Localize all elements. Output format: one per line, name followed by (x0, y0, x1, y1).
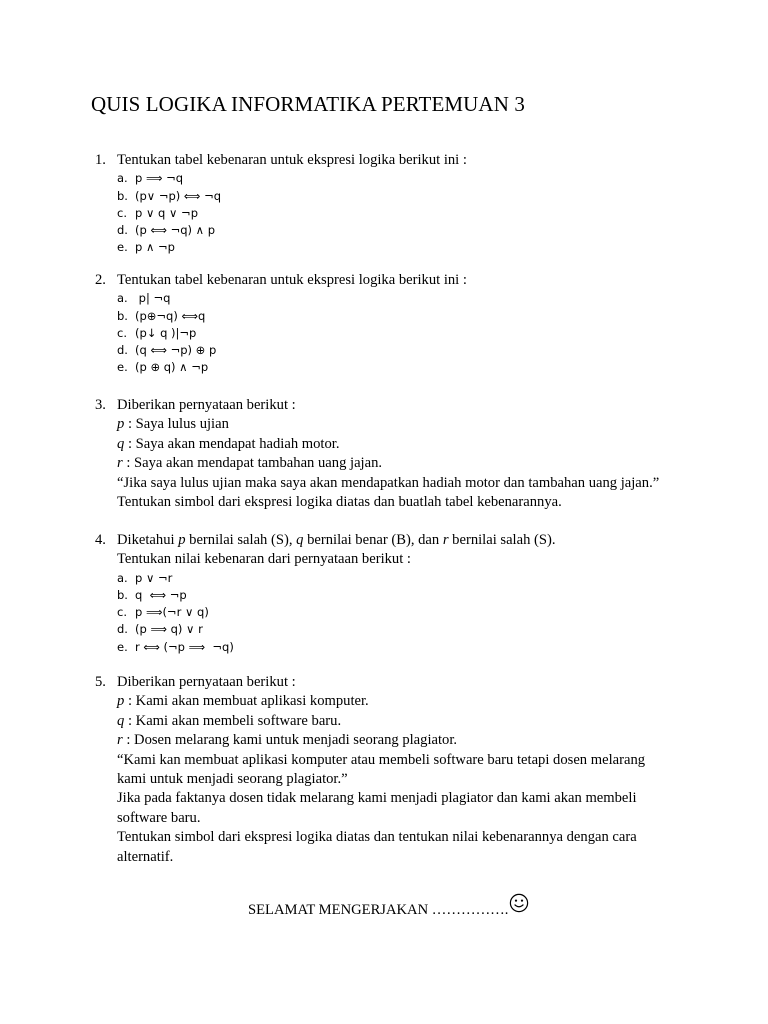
question-number: 2. (95, 272, 106, 288)
question-number: 4. (95, 532, 106, 548)
question-subtext: Tentukan nilai kebenaran dari pernyataan berikut : (117, 551, 411, 568)
statement-p: p : Saya lulus ujian (117, 416, 229, 433)
quote-text: kami untuk menjadi seorang plagiator.” (117, 771, 348, 788)
question-text: Tentukan tabel kebenaran untuk ekspresi logika berikut ini : (117, 272, 467, 288)
closing-line (248, 898, 529, 923)
question-text: Diberikan pernyataan berikut : (117, 674, 296, 690)
page-title: QUIS LOGIKA INFORMATIKA PERTEMUAN 3 (91, 92, 525, 116)
list-item: e. (p ⊕ q) ∧ ¬p (117, 360, 209, 375)
task-text: Tentukan simbol dari ekspresi logika diatas dan tentukan nilai kebenarannya dengan cara (117, 829, 637, 846)
list-item: b. (p⊕¬q) ⟺q (117, 308, 206, 323)
list-item: d. (q ⟺ ¬p) ⊕ p (117, 343, 217, 358)
list-item: c. p ∨ q ∨ ¬p (117, 205, 198, 220)
question-number: 3. (95, 397, 106, 413)
list-item: a. p ∨ ¬r (117, 570, 173, 585)
list-item: c. (p↓ q )|¬p (117, 325, 197, 340)
list-item: e. p ∧ ¬p (117, 240, 175, 255)
statement-p: p : Kami akan membuat aplikasi komputer. (117, 693, 369, 710)
question-3 (95, 396, 715, 512)
list-item: d. (p ⟺ ¬q) ∧ p (117, 223, 216, 238)
question-number: 1. (95, 152, 106, 168)
question-4 (95, 531, 715, 656)
list-item: b. q ⟺ ¬p (117, 588, 187, 603)
question-5 (95, 673, 715, 867)
quote-text: “Jika saya lulus ujian maka saya akan mendapatkan hadiah motor dan tambahan uang jajan.” (117, 474, 660, 491)
question-number: 5. (95, 674, 106, 690)
statement-q: q : Kami akan membeli software baru. (117, 712, 342, 729)
statement-r: r : Dosen melarang kami untuk menjadi seorang plagiator. (117, 732, 458, 749)
smiley-icon (509, 893, 529, 918)
list-item: c. p ⟹(¬r ∨ q) (117, 605, 209, 620)
fact-text: Jika pada faktanya dosen tidak melarang kami menjadi plagiator dan kami akan membeli (117, 790, 637, 807)
question-text: Diberikan pernyataan berikut : (117, 397, 296, 413)
question-text: Diketahui p bernilai salah (S), q bernilai benar (B), dan r bernilai salah (S). (117, 532, 556, 548)
question-1 (95, 151, 715, 256)
list-item: a. p| ¬q (117, 291, 171, 306)
fact-text: software baru. (117, 809, 201, 826)
list-item: a. p ⟹ ¬q (117, 171, 184, 186)
list-item: e. r ⟺ (¬p ⟹ ¬q) (117, 639, 234, 654)
task-text: Tentukan simbol dari ekspresi logika diatas dan buatlah tabel kebenarannya. (117, 494, 562, 511)
statement-q: q : Saya akan mendapat hadiah motor. (117, 435, 340, 452)
question-2 (95, 271, 715, 376)
statement-r: r : Saya akan mendapat tambahan uang jajan. (117, 455, 383, 472)
question-text: Tentukan tabel kebenaran untuk ekspresi logika berikut ini : (117, 152, 467, 168)
quote-text: “Kami kan membuat aplikasi komputer atau membeli software baru tetapi dosen melarang (117, 751, 646, 768)
task-text: alternatif. (117, 848, 174, 865)
list-item: d. (p ⟹ q) ∨ r (117, 622, 203, 637)
closing-text: SELAMAT MENGERJAKAN ……………. (248, 902, 509, 918)
list-item: b. (p∨ ¬p) ⟺ ¬q (117, 188, 222, 203)
